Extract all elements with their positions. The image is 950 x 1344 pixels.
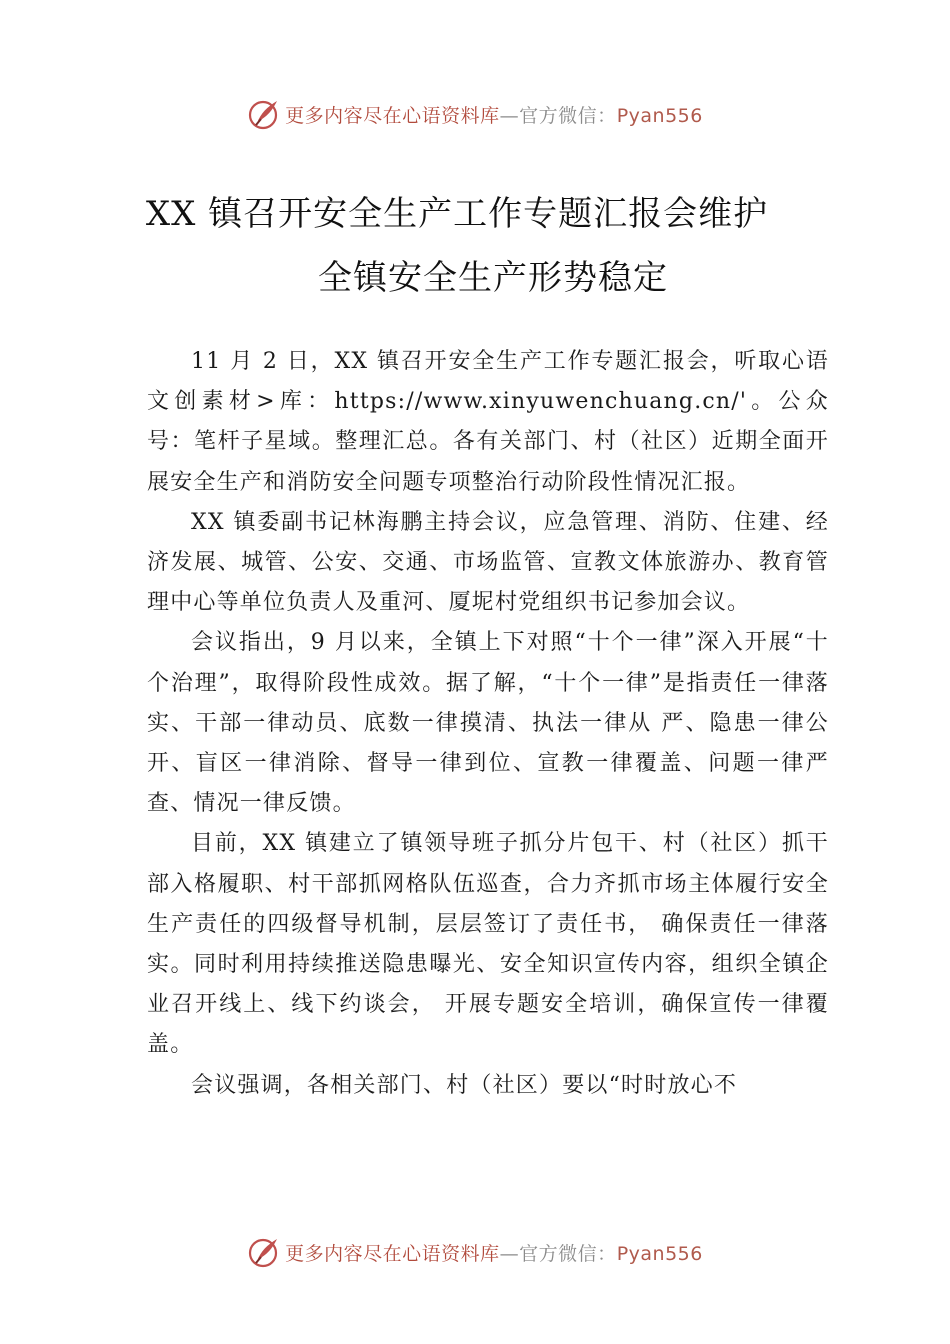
banner-wechat-id: Pyan556 xyxy=(616,104,703,127)
header-banner xyxy=(0,94,950,134)
banner-separator: — xyxy=(499,1242,520,1265)
banner-text xyxy=(285,101,703,128)
banner-separator: — xyxy=(499,104,520,127)
document-title-line-2: 全镇安全生产形势稳定 xyxy=(318,258,668,298)
banner-wechat-label: 官方微信： xyxy=(519,104,617,127)
banner-prefix: 更多内容尽在心语资料库 xyxy=(285,1242,500,1265)
document-body xyxy=(147,342,829,1106)
paragraph: XX 镇委副书记林海鹏主持会议，应急管理、消防、住建、经济发展、城管、公安、交通、市场监管、宣教文体旅游办、教育管理中心等单位负责人及重河、厦坭村党组织书记参加会议。 xyxy=(147,509,829,616)
paragraph: 会议强调，各相关部门、村（社区）要以“时时放心不 xyxy=(191,1072,738,1098)
paragraph: 11 月 2 日，XX 镇召开安全生产工作专题汇报会，听取心语文创素材>库：https://www.xinyuwenchuang.cn/'。公众号：笔杆子星域。整理汇总。各有关部门、村（社区）近期全面开展安全生产和消防安全问题专项整治行动阶段性情况汇报。 xyxy=(147,349,829,495)
banner-prefix: 更多内容尽在心语资料库 xyxy=(285,104,500,127)
banner-text xyxy=(285,1239,703,1266)
feather-pen-logo-icon xyxy=(247,1235,281,1269)
banner-wechat-label: 官方微信： xyxy=(519,1242,617,1265)
document-title-line-1: XX 镇召开安全生产工作专题汇报会维护 xyxy=(145,194,769,234)
feather-pen-logo-icon xyxy=(247,97,281,131)
paragraph: 会议指出，9 月以来，全镇上下对照“十个一律”深入开展“十个治理”，取得阶段性成效。据了解，“十个一律”是指责任一律落实、干部一律动员、底数一律摸清、执法一律从 严、隐患一律公开、盲区一律消除、督导一律到位、宣教一律覆盖、问题一律严查、情况一律反馈。 xyxy=(147,630,829,817)
footer-banner xyxy=(0,1232,950,1272)
banner-wechat-id: Pyan556 xyxy=(616,1242,703,1265)
paragraph: 目前，XX 镇建立了镇领导班子抓分片包干、村（社区）抓干部入格履职、村干部抓网格队伍巡查，合力齐抓市场主体履行安全生产责任的四级督导机制，层层签订了责任书， 确保责任一律落实。同时利用持续推送隐患曝光、安全知识宣传内容，组织全镇企业召开线上、线下约谈会， 开展专题安全培训，确保宣传一律覆盖。 xyxy=(147,831,829,1058)
